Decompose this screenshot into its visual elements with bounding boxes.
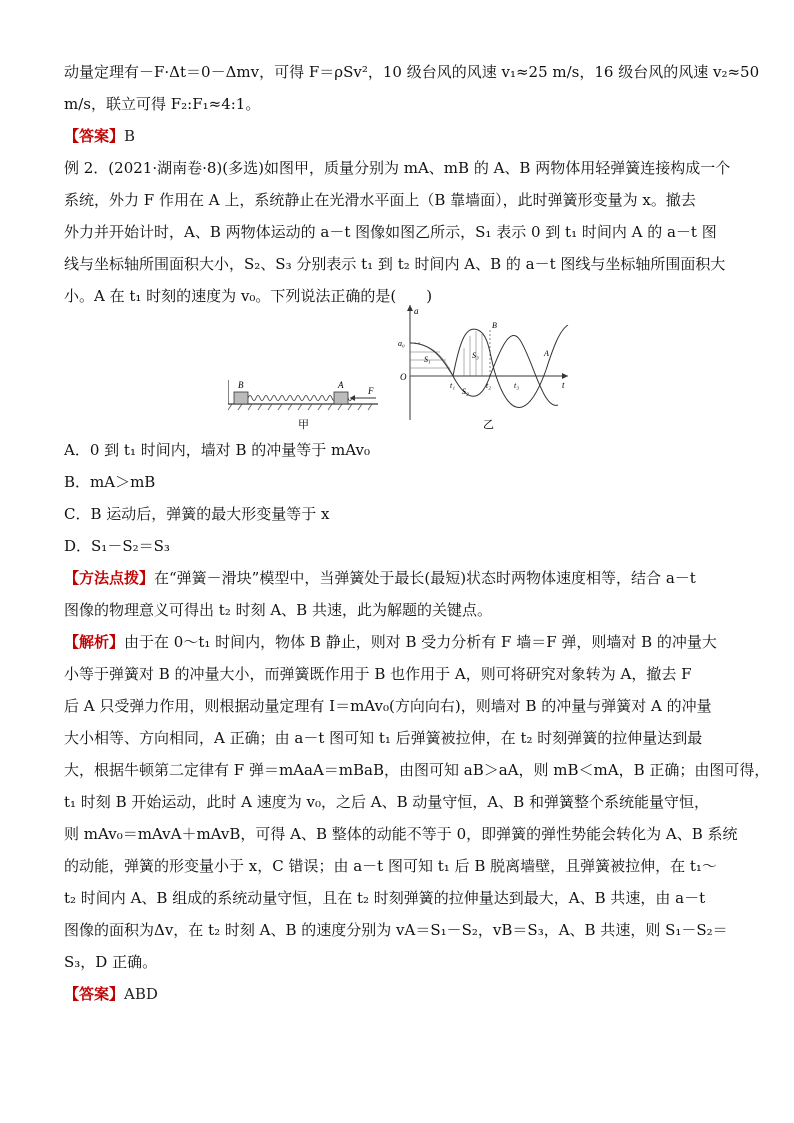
t1-label: t₁	[450, 381, 456, 390]
question-line: 系统，外力 F 作用在 A 上，系统静止在光滑水平面上（B 靠墙面），此时弹簧形变量为 x。撤去	[64, 191, 696, 209]
method-line	[64, 568, 734, 588]
caption-yi: 乙	[483, 418, 494, 431]
block-a	[334, 392, 348, 404]
question-line: 例 2．(2021·湖南卷·8)(多选)如图甲，质量分别为 mA、mB 的 A、B 两物体用轻弹簧连接构成一个	[64, 159, 731, 177]
analysis-line: 大，根据牛顿第二定律有 F 弹＝mAaA＝mBaB，由图可知 aB＞aA，则 mB＜mA，B 正确；由图可得，	[64, 761, 770, 779]
label-b: B	[238, 380, 244, 390]
text-line: m/s，联立可得 F₂:F₁≈4:1。	[64, 95, 261, 113]
figure-jia	[228, 380, 378, 431]
method-tag: 【方法点拨】	[64, 569, 155, 587]
analysis-line: 图像的面积为Δv，在 t₂ 时刻 A、B 的速度分别为 vA＝S₁－S₂，vB＝S₃，A、B 共速，则 S₁－S₂＝	[64, 921, 728, 939]
question-line: 小。A 在 t₁ 时刻的速度为 v₀。下列说法正确的是( )	[64, 287, 433, 305]
a0-label: a₀	[398, 339, 405, 348]
option-d: D．S₁－S₂＝S₃	[64, 537, 170, 555]
answer-tag: 【答案】	[64, 985, 125, 1003]
answer-value: B	[124, 127, 136, 145]
analysis-line: 大小相等、方向相同，A 正确；由 a－t 图可知 t₁ 后弹簧被拉伸，在 t₂ 时刻弹簧的拉伸量达到最	[64, 729, 703, 747]
analysis-tag: 【解析】	[64, 633, 125, 651]
option-b: B．mA＞mB	[64, 473, 156, 491]
method-line: 图像的物理意义可得出 t₂ 时刻 A、B 共速，此为解题的关键点。	[64, 601, 492, 619]
t2-label: t₂	[486, 381, 492, 390]
curve-b-label: B	[492, 321, 497, 330]
caption-jia: 甲	[298, 418, 309, 431]
label-f: F	[368, 386, 374, 396]
s1-label: S₁	[424, 355, 431, 364]
t3-label: t₃	[514, 381, 520, 390]
curve-a	[410, 335, 558, 405]
block-b	[234, 392, 248, 404]
method-text: 在“弹簧－滑块”模型中，当弹簧处于最长(最短)状态时两物体速度相等，结合 a－t	[154, 569, 696, 587]
analysis-line: S₃，D 正确。	[64, 953, 158, 971]
analysis-text: 由于在 0～t₁ 时间内，物体 B 静止，则对 B 受力分析有 F 墙＝F 弹，则墙对 B 的冲量大	[124, 633, 717, 651]
analysis-line: 的动能，弹簧的形变量小于 x，C 错误；由 a－t 图可知 t₁ 后 B 脱离墙壁，且弹簧被拉伸，在 t₁～	[64, 857, 717, 875]
axis-a-label: a	[414, 306, 419, 316]
option-c: C．B 运动后，弹簧的最大形变量等于 x	[64, 505, 330, 523]
question-figure	[228, 300, 588, 435]
question-line: 线与坐标轴所围面积大小，S₂、S₃ 分别表示 t₁ 到 t₂ 时间内 A、B 的 a－t 图线与坐标轴所围面积大	[64, 255, 726, 273]
option-a: A．0 到 t₁ 时间内，墙对 B 的冲量等于 mAv₀	[64, 441, 370, 459]
s2-label: S₂	[462, 387, 469, 396]
text-line: 动量定理有－F·Δt＝0－Δmv，可得 F＝ρSv²，10 级台风的风速 v₁≈25 m/s，16 级台风的风速 v₂≈50	[64, 63, 760, 81]
answer-line	[64, 984, 734, 1004]
analysis-line: 则 mAv₀＝mAvA＋mAvB，可得 A、B 整体的动能不等于 0，即弹簧的弹性势能会转化为 A、B 系统	[64, 825, 738, 843]
answer-line	[64, 126, 734, 146]
answer-tag: 【答案】	[64, 127, 125, 145]
analysis-line: 小等于弹簧对 B 的冲量大小，而弹簧既作用于 B 也作用于 A，则可将研究对象转为 A，撤去 F	[64, 665, 692, 683]
axis-arrow-icon	[562, 373, 568, 379]
analysis-line: 后 A 只受弹力作用，则根据动量定理有 I＝mAv₀(方向向右)，则墙对 B 的冲量与弹簧对 A 的冲量	[64, 697, 712, 715]
question-line: 外力并开始计时，A、B 两物体运动的 a－t 图像如图乙所示，S₁ 表示 0 到 t₁ 时间内 A 的 a－t 图	[64, 223, 717, 241]
label-a: A	[338, 380, 344, 390]
axis-arrow-icon	[407, 305, 413, 311]
origin-label: O	[400, 372, 407, 382]
analysis-line: t₂ 时间内 A、B 组成的系统动量守恒，且在 t₂ 时刻弹簧的拉伸量达到最大，A、B 共速，由 a－t	[64, 889, 706, 907]
answer-value: ABD	[124, 985, 158, 1003]
figure-yi	[398, 305, 568, 431]
figure-svg	[228, 300, 588, 435]
analysis-line	[64, 632, 734, 652]
s3-label: S₃	[472, 351, 479, 360]
area-s1	[410, 343, 453, 376]
curve-a-label: A	[544, 349, 549, 358]
analysis-line: t₁ 时刻 B 开始运动，此时 A 速度为 v₀，之后 A、B 动量守恒，A、B 和弹簧整个系统能量守恒，	[64, 793, 710, 811]
axis-t-label: t	[562, 380, 565, 390]
